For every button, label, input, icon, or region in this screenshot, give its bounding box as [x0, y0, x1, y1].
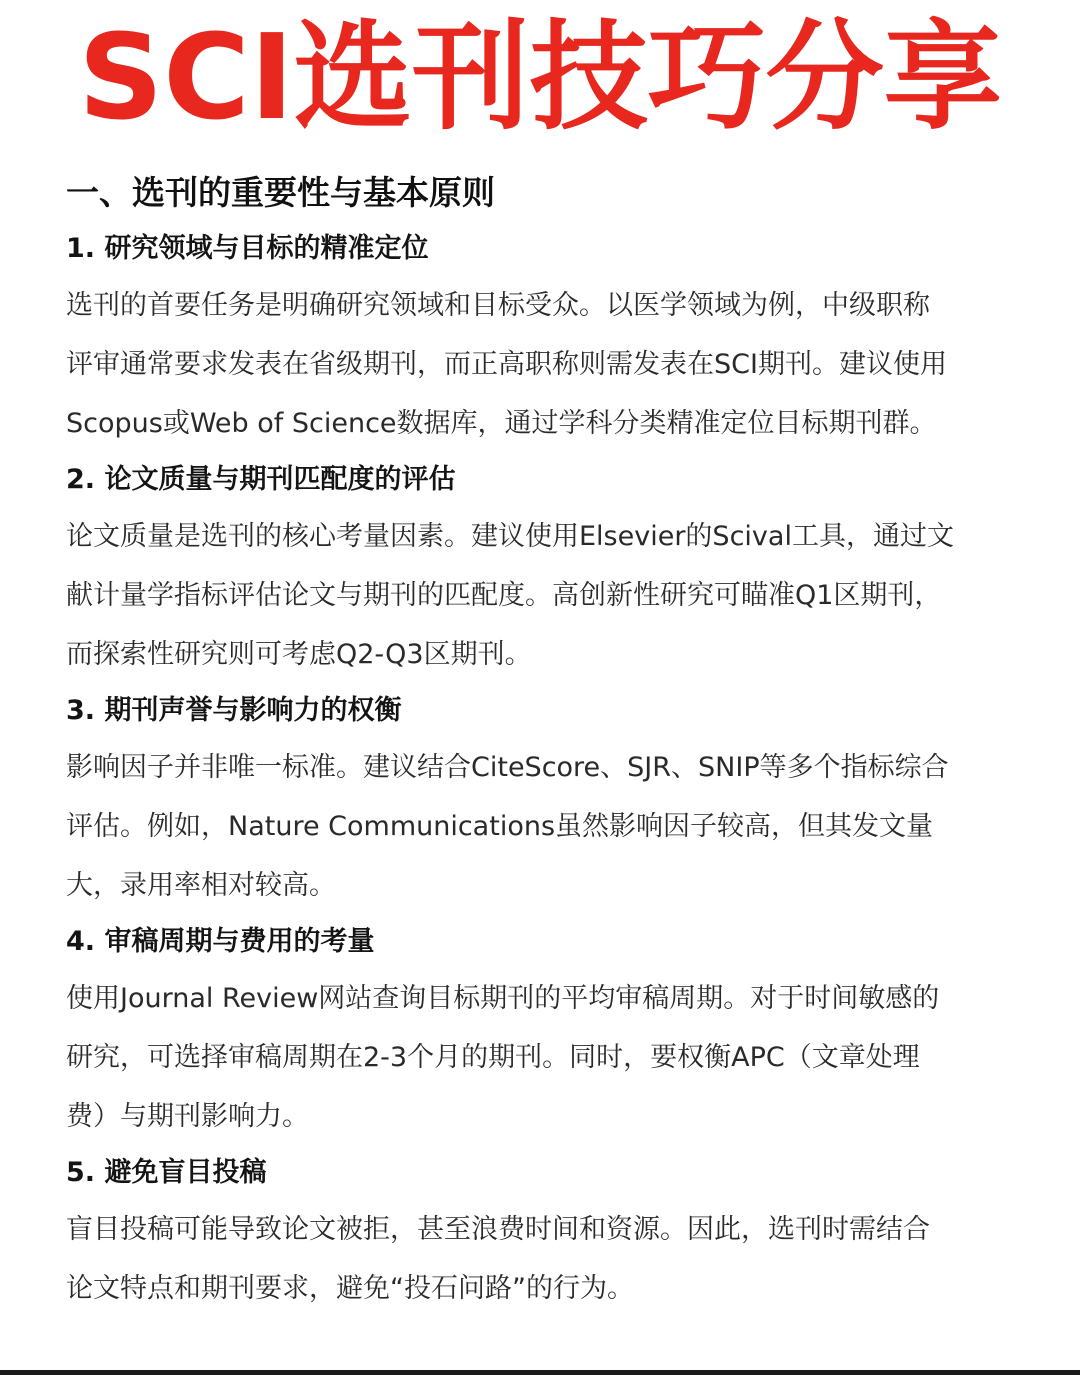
body-line: 研究，可选择审稿周期在2-3个月的期刊。同时，要权衡APC（文章处理	[66, 1042, 920, 1073]
body-line: 论文质量是选刊的核心考量因素。建议使用Elsevier的Scival工具，通过文	[66, 521, 954, 552]
item-title: 4. 审稿周期与费用的考量	[66, 926, 375, 957]
body-line: 使用Journal Review网站查询目标期刊的平均审稿周期。对于时间敏感的	[66, 983, 940, 1014]
body-line: 评估。例如，Nature Communications虽然影响因子较高，但其发文量	[66, 811, 934, 842]
body-line: 影响因子并非唯一标准。建议结合CiteScore、SJR、SNIP等多个指标综合	[66, 752, 949, 783]
article-content	[66, 168, 1026, 1318]
body-line: 献计量学指标评估论文与期刊的匹配度。高创新性研究可瞄准Q1区期刊，	[66, 580, 942, 611]
item-1	[66, 222, 1026, 453]
page-title: SCI选刊技巧分享	[78, 8, 1002, 146]
item-4	[66, 915, 1026, 1146]
item-body	[66, 276, 1026, 453]
body-line: 论文特点和期刊要求，避免“投石问路”的行为。	[66, 1273, 634, 1304]
body-line: 盲目投稿可能导致论文被拒，甚至浪费时间和资源。因此，选刊时需结合	[66, 1214, 930, 1245]
item-5	[66, 1146, 1026, 1318]
body-line: 费）与期刊影响力。	[66, 1101, 309, 1132]
item-title: 3. 期刊声誉与影响力的权衡	[66, 695, 402, 726]
body-line: 选刊的首要任务是明确研究领域和目标受众。以医学领域为例，中级职称	[66, 290, 930, 321]
section-heading: 一、选刊的重要性与基本原则	[66, 173, 495, 212]
item-body	[66, 507, 1026, 684]
body-line: 大，录用率相对较高。	[66, 870, 336, 901]
body-line: 而探索性研究则可考虑Q2-Q3区期刊。	[66, 639, 532, 670]
item-body	[66, 738, 1026, 915]
item-body	[66, 969, 1026, 1146]
item-title: 2. 论文质量与期刊匹配度的评估	[66, 464, 456, 495]
item-title: 1. 研究领域与目标的精准定位	[66, 233, 429, 264]
body-line: 评审通常要求发表在省级期刊，而正高职称则需发表在SCI期刊。建议使用	[66, 349, 947, 380]
item-body	[66, 1200, 1026, 1318]
item-3	[66, 684, 1026, 915]
body-line: Scopus或Web of Science数据库，通过学科分类精准定位目标期刊群。	[66, 408, 937, 439]
item-2	[66, 453, 1026, 684]
item-title: 5. 避免盲目投稿	[66, 1157, 267, 1188]
bottom-divider	[0, 1370, 1080, 1375]
